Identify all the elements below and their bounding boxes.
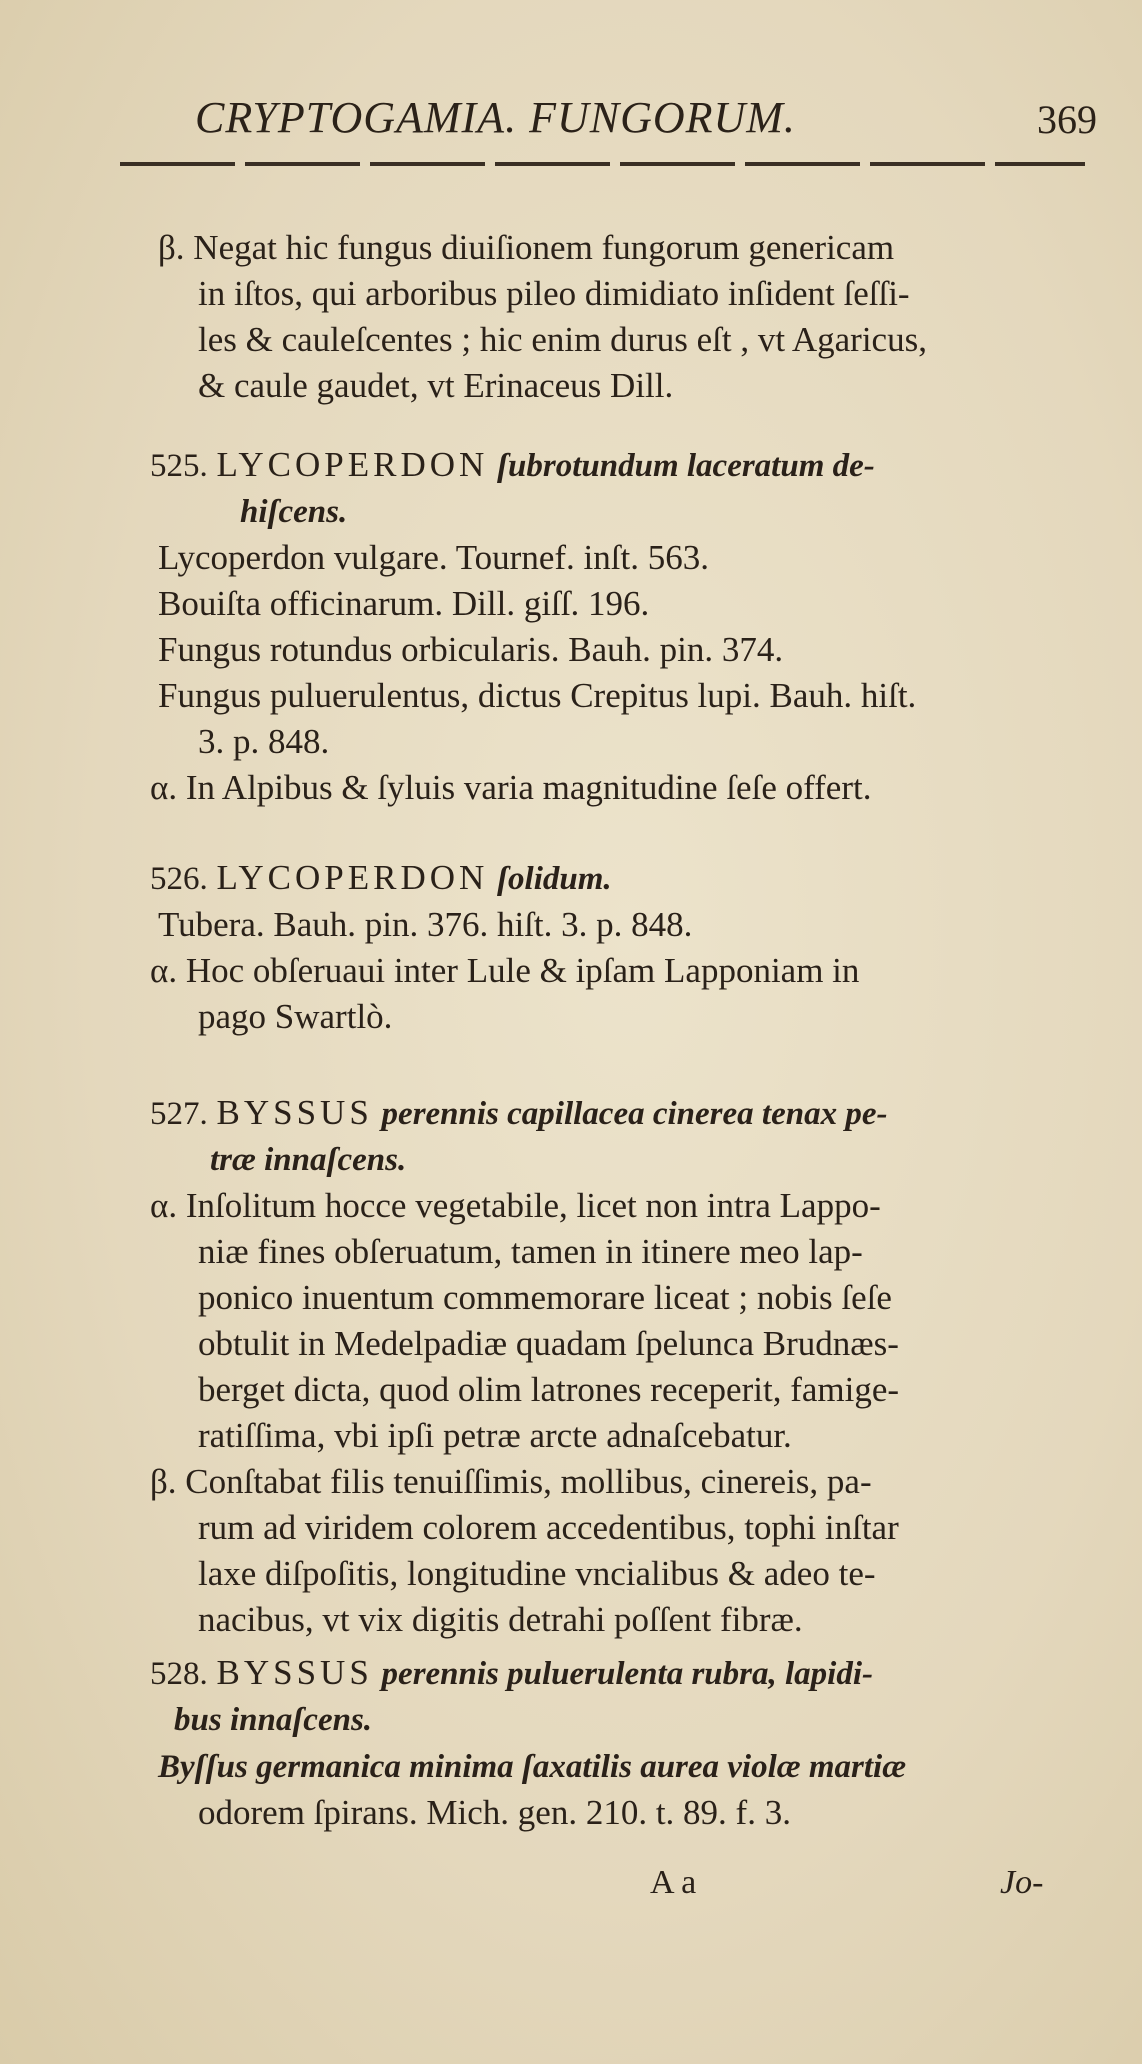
entry-note: laxe diſpoſitis, longitudine vncialibus & adeo te- xyxy=(198,1554,876,1593)
diagnosis: perennis puluerulenta rubra, lapidi- xyxy=(381,1656,873,1692)
diagnosis-continued: træ innaſcens. xyxy=(210,1142,407,1178)
synonym-line xyxy=(150,1743,1080,1790)
signature-mark: A a xyxy=(650,1864,697,1901)
entry-heading xyxy=(150,1650,1080,1697)
entry-beta-note xyxy=(158,225,1088,409)
entry-note: α. In Alpibus & ſyluis varia magnitudine ſeſe offert. xyxy=(150,768,872,807)
synonym-line: odorem ſpirans. Mich. gen. 210. t. 89. f. 3. xyxy=(198,1793,791,1832)
diagnosis-continued: hiſcens. xyxy=(240,494,348,530)
synonym-line: Tubera. Bauh. pin. 376. hiſt. 3. p. 848. xyxy=(158,905,693,944)
synonym-line: Lycoperdon vulgare. Tournef. inſt. 563. xyxy=(158,538,709,577)
entry-note: α. Hoc obſeruaui inter Lule & ipſam Lapponiam in xyxy=(150,951,860,990)
entry-number: 525. xyxy=(150,448,208,484)
genus-name: LYCOPERDON xyxy=(216,445,489,484)
entry-525 xyxy=(150,442,1080,811)
genus-name: LYCOPERDON xyxy=(216,858,489,897)
text-line: les & cauleſcentes ; hic enim durus eſt , vt Agaricus, xyxy=(198,320,927,359)
entry-note: α. Inſolitum hocce vegetabile, licet non intra Lappo- xyxy=(150,1186,881,1225)
text-line: & caule gaudet, vt Erinaceus Dill. xyxy=(198,366,674,405)
genus-name: BYSSUS xyxy=(216,1653,373,1692)
entry-527 xyxy=(150,1090,1080,1643)
synonym-line: Bouiſta officinarum. Dill. giſſ. 196. xyxy=(158,584,650,623)
running-head: CRYPTOGAMIA. FUNGORUM. xyxy=(195,93,796,142)
text-line: β. Negat hic fungus diuiſionem fungorum genericam xyxy=(158,228,895,267)
page-header xyxy=(195,92,1115,152)
entry-note: nacibus, vt vix digitis detrahi poſſent fibræ. xyxy=(198,1600,803,1639)
entry-note: berget dicta, quod olim latrones receperit, famige- xyxy=(198,1370,900,1409)
diagnosis: ſolidum. xyxy=(497,861,612,897)
synonym-line: 3. p. 848. xyxy=(198,722,330,761)
text-line: in iſtos, qui arboribus pileo dimidiato inſident ſeſſi- xyxy=(198,274,910,313)
entry-note: niæ fines obſeruatum, tamen in itinere meo lap- xyxy=(198,1232,863,1271)
entry-heading xyxy=(150,855,1080,902)
entry-526 xyxy=(150,855,1080,1040)
entry-number: 526. xyxy=(150,861,208,897)
entry-heading xyxy=(150,442,1080,489)
synonym-line: Fungus puluerulentus, dictus Crepitus lupi. Bauh. hiſt. xyxy=(158,676,917,715)
entry-528 xyxy=(150,1650,1080,1836)
entry-heading xyxy=(150,1090,1080,1137)
diagnosis: perennis capillacea cinerea tenax pe- xyxy=(381,1096,888,1132)
synonym-name: Byſſus germanica minima ſaxatilis aurea violæ martiæ xyxy=(158,1749,907,1785)
catchword: Jo- xyxy=(1000,1864,1044,1901)
genus-name: BYSSUS xyxy=(216,1093,373,1132)
diagnosis-continued: bus innaſcens. xyxy=(174,1702,373,1738)
entry-note: obtulit in Medelpadiæ quadam ſpelunca Brudnæs- xyxy=(198,1324,899,1363)
entry-note: pago Swartlò. xyxy=(198,997,393,1036)
entry-number: 527. xyxy=(150,1096,208,1132)
synonym-line: Fungus rotundus orbicularis. Bauh. pin. 374. xyxy=(158,630,784,669)
entry-note: ratiſſima, vbi ipſi petræ arcte adnaſcebatur. xyxy=(198,1416,792,1455)
diagnosis: ſubrotundum laceratum de- xyxy=(497,448,875,484)
entry-note: rum ad viridem colorem accedentibus, tophi inſtar xyxy=(198,1508,899,1547)
page-number: 369 xyxy=(1037,97,1097,142)
entry-number: 528. xyxy=(150,1656,208,1692)
header-rule xyxy=(120,162,1085,166)
entry-note: ponico inuentum commemorare liceat ; nobis ſeſe xyxy=(198,1278,892,1317)
entry-note: β. Conſtabat filis tenuiſſimis, mollibus, cinereis, pa- xyxy=(150,1462,872,1501)
